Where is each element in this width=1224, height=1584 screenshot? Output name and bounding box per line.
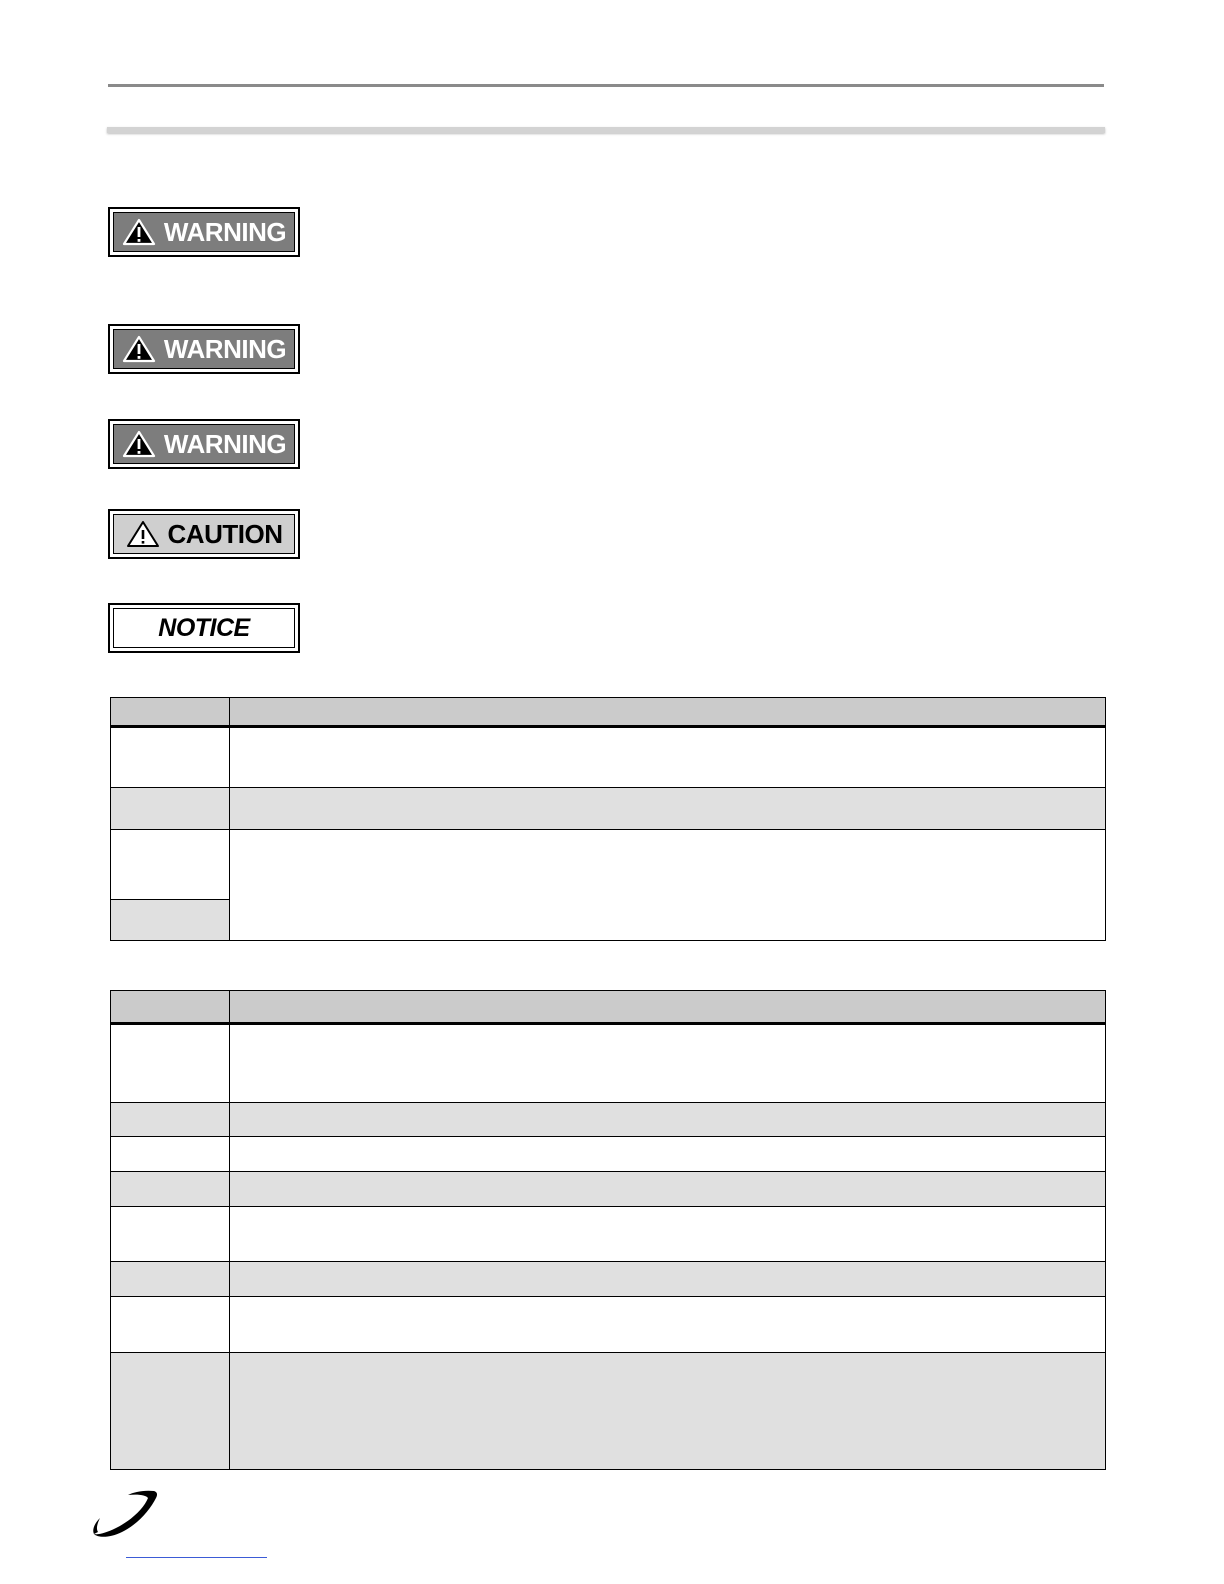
table-header-cell — [230, 698, 1106, 727]
warning-label-2 — [108, 324, 300, 374]
table-2 — [110, 990, 1106, 1470]
caution-word: CAUTION — [167, 518, 283, 549]
notice-word: NOTICE — [158, 613, 250, 642]
table-cell — [111, 1103, 230, 1137]
footer-link-underline[interactable] — [126, 1557, 267, 1558]
table-cell — [111, 830, 230, 900]
table-cell — [230, 1172, 1106, 1207]
table-row — [111, 788, 1106, 830]
table-cell — [230, 1103, 1106, 1137]
notice-label — [108, 603, 300, 653]
warning-triangle-icon — [122, 218, 156, 246]
table-cell — [230, 1297, 1106, 1353]
warning-triangle-icon — [122, 430, 156, 458]
warning-word: WARNING — [163, 333, 287, 364]
caution-label — [108, 509, 300, 559]
table-cell — [230, 788, 1106, 830]
table-cell — [230, 1024, 1106, 1103]
table-cell — [230, 830, 1106, 941]
section-title-band — [107, 127, 1105, 133]
table-cell — [230, 727, 1106, 788]
table-cell — [230, 1353, 1106, 1470]
table-cell — [230, 1137, 1106, 1172]
table-cell — [111, 1353, 230, 1470]
table-cell — [111, 1137, 230, 1172]
table-cell — [111, 1297, 230, 1353]
table-row — [111, 1137, 1106, 1172]
table-cell — [111, 900, 230, 941]
table-header-cell — [111, 698, 230, 727]
table-header-cell — [111, 991, 230, 1024]
table-row — [111, 1353, 1106, 1470]
brand-swoosh-logo — [88, 1488, 160, 1544]
warning-word: WARNING — [163, 428, 287, 459]
table-row — [111, 830, 1106, 900]
warning-word: WARNING — [163, 216, 287, 247]
table-cell — [111, 1207, 230, 1262]
warning-triangle-icon — [122, 335, 156, 363]
table-cell — [111, 1024, 230, 1103]
table-cell — [111, 1262, 230, 1297]
table-row — [111, 1207, 1106, 1262]
table-cell — [111, 727, 230, 788]
header-rule — [108, 84, 1104, 87]
warning-label-1 — [108, 207, 300, 257]
table-header-cell — [230, 991, 1106, 1024]
table-header-row — [111, 698, 1106, 727]
table-row — [111, 1103, 1106, 1137]
table-cell — [230, 1262, 1106, 1297]
table-row — [111, 1172, 1106, 1207]
table-header-row — [111, 991, 1106, 1024]
table-cell — [230, 1207, 1106, 1262]
warning-label-3 — [108, 419, 300, 469]
caution-triangle-icon — [126, 520, 160, 548]
table-cell — [111, 788, 230, 830]
table-row — [111, 727, 1106, 788]
table-row — [111, 1024, 1106, 1103]
table-row — [111, 1262, 1106, 1297]
table-row — [111, 1297, 1106, 1353]
table-1 — [110, 697, 1106, 941]
table-cell — [111, 1172, 230, 1207]
